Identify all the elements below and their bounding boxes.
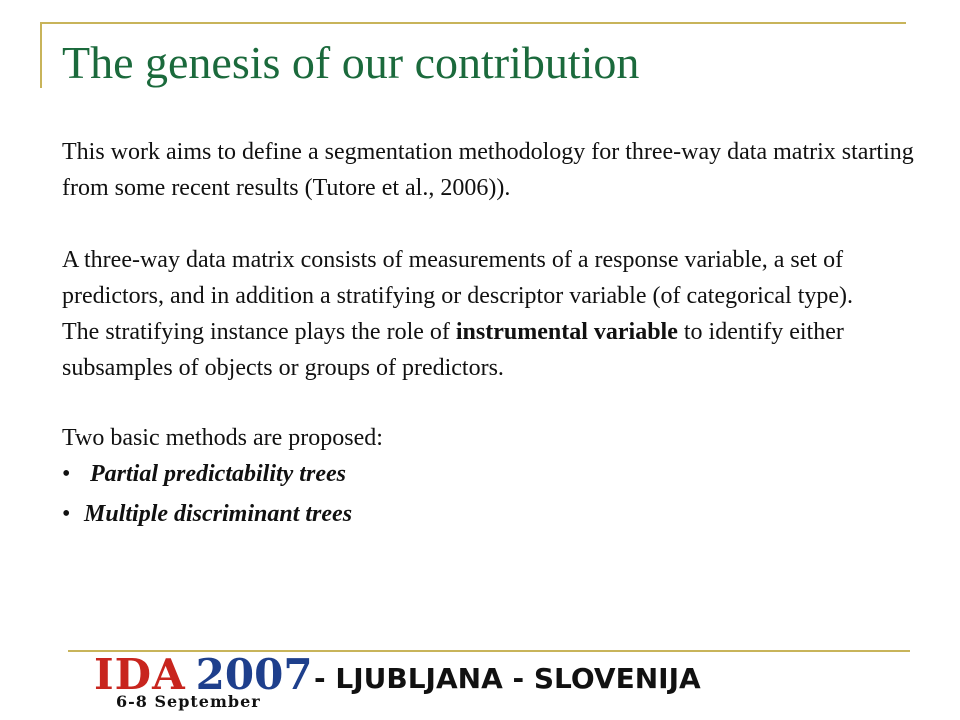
bullet-icon: •: [62, 461, 71, 487]
slide-title: The genesis of our contribution: [62, 37, 640, 88]
footer-location: - LJUBLJANA - SLOVENIJA: [314, 662, 701, 695]
bullet-partial-predictability-trees: [62, 456, 932, 496]
bullet-icon: •: [62, 501, 71, 527]
left-frame-line: [40, 22, 42, 88]
paragraph-definition: A three-way data matrix consists of measurements of a response variable, a set of predictors, and in addition a stratifying or descriptor variable (of categorical type).: [62, 247, 854, 309]
methods-intro: Two basic methods are proposed:: [62, 425, 383, 451]
bullet-text: Multiple discriminant trees: [84, 501, 353, 527]
conference-logo: [94, 650, 313, 699]
spacer: [62, 206, 932, 242]
instrumental-variable-term: instrumental variable: [455, 319, 678, 345]
slide-body: [62, 134, 932, 536]
logo-ida-text: IDA: [94, 650, 186, 699]
logo-year-text: 2007: [195, 650, 313, 699]
bullet-multiple-discriminant-trees: [62, 496, 932, 536]
bullet-text: Partial predictability trees: [90, 461, 346, 487]
paragraph-instrumental: [62, 314, 932, 386]
logo-dates-text: 6-8 September: [116, 692, 261, 711]
paragraph-instrumental-start: The stratifying instance plays the role of: [62, 319, 456, 345]
spacer: [62, 386, 932, 420]
paragraph-aim: This work aims to define a segmentation methodology for three-way data matrix starting from some recent results (Tutore et al., 2006)).: [62, 139, 914, 201]
paragraph-instrumental-end: to identify either subsamples of objects or groups of predictors.: [62, 319, 844, 381]
footer-rule: [68, 650, 910, 652]
top-frame-line: [40, 22, 906, 24]
footer: [94, 650, 794, 714]
